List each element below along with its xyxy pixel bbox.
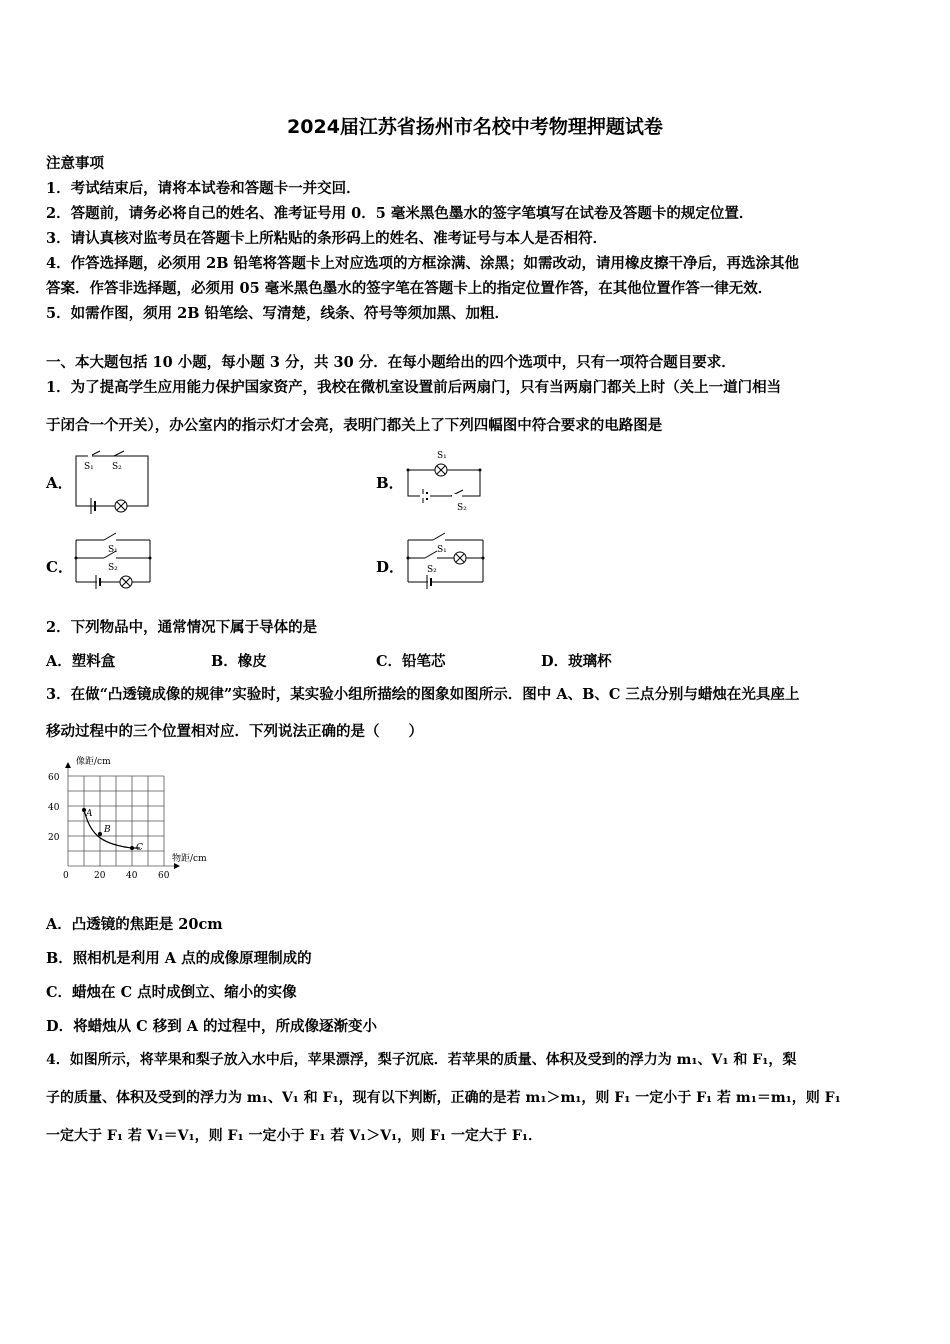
switch-s1-label: S₁ [437,451,447,461]
q2-option-c: C．铅笔芯 [376,653,446,670]
q3-option-a: A．凸透镜的焦距是 20cm [46,916,223,933]
y-tick-20: 20 [48,833,60,843]
switch-s2-label: S₂ [112,462,122,472]
q1-option-a-label: A． [46,474,73,492]
q3-option-b: B．照相机是利用 A 点的成像原理制成的 [46,950,312,967]
x-tick-20: 20 [94,871,106,881]
question-3-stem-line2: 移动过程中的三个位置相对应．下列说法正确的是（ ） [46,723,423,740]
x-tick-40: 40 [126,871,138,881]
q2-option-a: A．塑料盒 [46,653,116,670]
y-tick-40: 40 [48,803,60,813]
question-2-stem: 2．下列物品中，通常情况下属于导体的是 [46,619,318,636]
switch-s1-label: S₁ [108,545,118,555]
notice-item: 5．如需作图，须用 2B 铅笔绘、写清楚，线条、符号等须加黑、加粗． [46,305,510,322]
y-tick-60: 60 [48,773,60,783]
q1-option-b-circuit [405,444,485,518]
notice-item: 1．考试结束后，请将本试卷和答题卡一并交回． [46,180,361,197]
question-1-stem-line2: 于闭合一个开关），办公室内的指示灯才会亮，表明门都关上了下列四幅图中符合要求的电路图是 [46,417,663,434]
switch-s1-label: S₁ [437,545,447,555]
notice-item: 4．作答选择题，必须用 2B 铅笔将答题卡上对应选项的方框涂满、涂黑；如需改动，请用橡皮擦干净后，再选涂其他 [46,255,800,272]
question-4-line2: 子的质量、体积及受到的浮力为 m₁、V₁ 和 F₁，现有以下判断，正确的是若 m₁＞m₁，则 F₁ 一定小于 F₁ 若 m₁＝m₁，则 F₁ [46,1090,841,1106]
q3-lens-graph [46,752,236,882]
x-axis-label: 物距/cm [172,854,207,864]
page-title: 2024届江苏省扬州市名校中考物理押题试卷 [287,116,663,138]
q1-option-b-label: B． [376,474,404,492]
question-4-line3: 一定大于 F₁ 若 V₁＝V₁，则 F₁ 一定小于 F₁ 若 V₁＞V₁，则 F₁ 一定大于 F₁． [46,1128,542,1144]
q1-option-d-circuit [405,528,487,598]
notice-heading: 注意事项 [46,155,104,172]
switch-s2-label: S₂ [457,503,467,513]
q1-option-a-circuit [74,448,152,514]
section-heading: 一、本大题包括 10 小题，每小题 3 分，共 30 分．在每小题给出的四个选项中，只有一项符合题目要求． [46,354,736,371]
notice-item: 答案．作答非选择题，必须用 05 毫米黑色墨水的签字笔在答题卡上的指定位置作答，在其他位置作答一律无效． [46,280,773,297]
q1-option-d-label: D． [376,558,405,576]
point-a-label: A [86,809,93,819]
switch-s2-label: S₂ [108,563,118,573]
notice-item: 3．请认真核对监考员在答题卡上所粘贴的条形码上的姓名、准考证号与本人是否相符． [46,230,608,247]
switch-s1-label: S₁ [84,462,94,472]
question-3-stem-line1: 3．在做“凸透镜成像的规律”实验时，某实验小组所描绘的图象如图所示．图中 A、B、C 三点分别与蜡烛在光具座上 [46,686,800,703]
switch-s2-label: S₂ [427,565,437,575]
point-b-label: B [104,825,111,835]
q2-option-d: D．玻璃杯 [541,653,612,670]
q1-option-c-label: C． [46,558,73,576]
question-4-line1: 4．如图所示，将苹果和梨子放入水中后，苹果漂浮，梨子沉底．若苹果的质量、体积及受到的浮力为 m₁、V₁ 和 F₁，梨 [46,1052,797,1068]
question-1-stem-line1: 1．为了提高学生应用能力保护国家资产，我校在微机室设置前后两扇门，只有当两扇门都关上时（关上一道门相当 [46,379,782,396]
q1-option-c-circuit [74,528,154,598]
x-tick-60: 60 [158,871,170,881]
q2-option-b: B．橡皮 [211,653,267,670]
x-tick-0: 0 [63,871,69,881]
y-axis-label: 像距/cm [76,757,111,767]
notice-item: 2．答题前，请务必将自己的姓名、准考证号用 0．5 毫米黑色墨水的签字笔填写在试卷及答题卡的规定位置． [46,205,754,222]
point-c-label: C [136,843,143,853]
q3-option-d: D．将蜡烛从 C 移到 A 的过程中，所成像逐渐变小 [46,1018,378,1035]
q3-option-c: C．蜡烛在 C 点时成倒立、缩小的实像 [46,984,297,1001]
